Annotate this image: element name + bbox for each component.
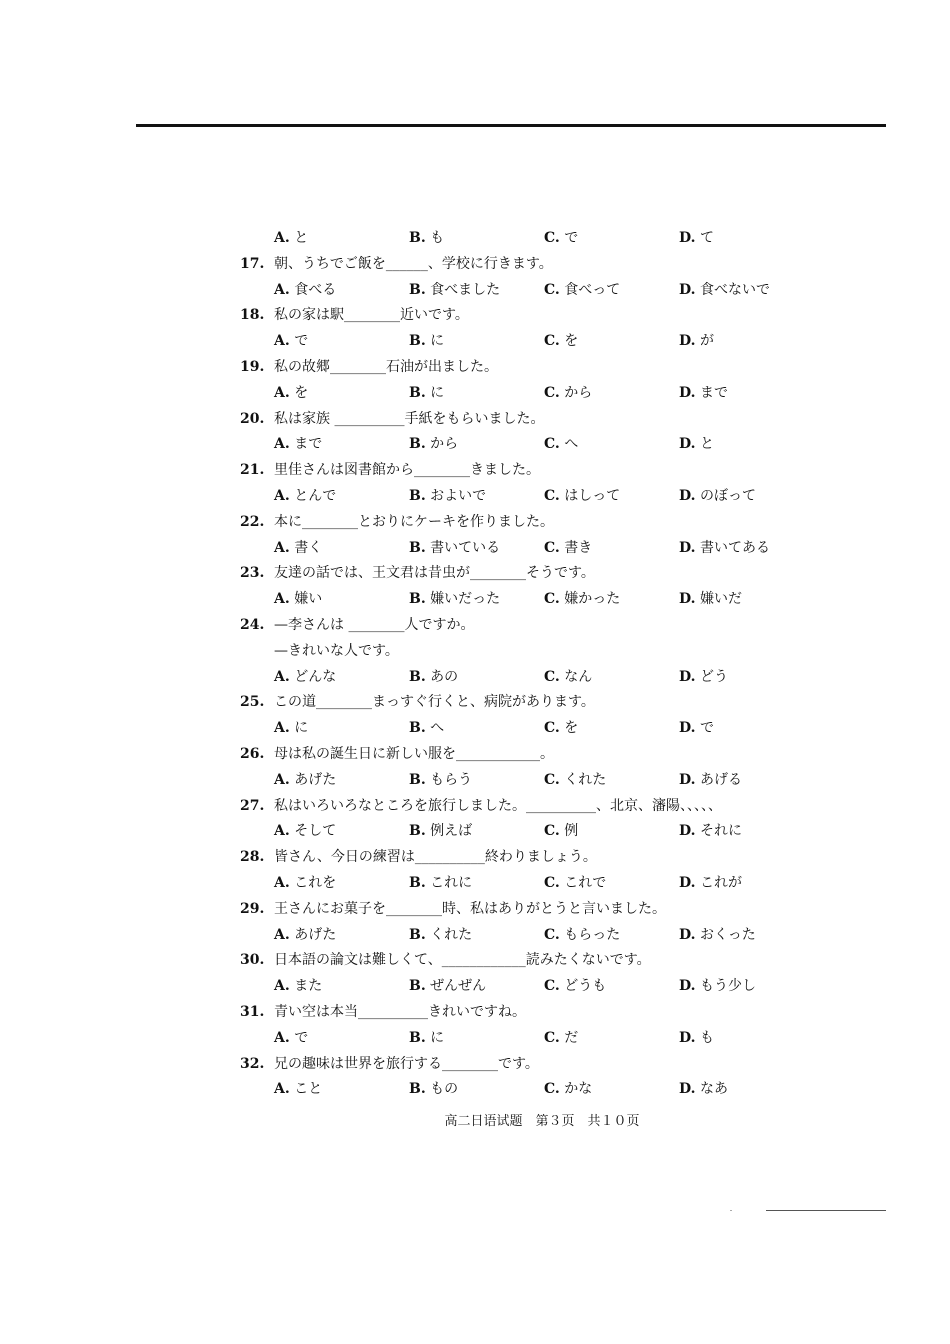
answer-option bbox=[679, 587, 742, 613]
answer-option bbox=[409, 716, 444, 742]
option-text: また bbox=[294, 978, 323, 995]
question-line bbox=[240, 794, 840, 820]
answer-option bbox=[544, 1077, 592, 1103]
option-text: 嫌いだった bbox=[430, 591, 501, 608]
option-letter: C. bbox=[544, 487, 560, 504]
option-letter: A. bbox=[274, 823, 290, 840]
option-text: あげた bbox=[294, 771, 337, 788]
option-letter: C. bbox=[544, 436, 560, 453]
option-letter: B. bbox=[409, 281, 426, 298]
option-text: 書き bbox=[564, 539, 593, 556]
options-line bbox=[240, 923, 840, 949]
option-text: あげる bbox=[699, 771, 742, 788]
option-text: 食べる bbox=[294, 281, 337, 298]
option-text: はしって bbox=[564, 487, 621, 504]
option-text: へ bbox=[430, 720, 445, 737]
option-letter: B. bbox=[409, 823, 426, 840]
answer-option bbox=[679, 1077, 728, 1103]
option-text: 書く bbox=[294, 539, 323, 556]
option-text: で bbox=[699, 720, 714, 737]
option-letter: C. bbox=[544, 384, 560, 401]
answer-option bbox=[679, 536, 770, 562]
question-text: 兄の趣味は世界を旅行する________です。 bbox=[274, 1055, 539, 1072]
option-text: それに bbox=[699, 823, 742, 840]
answer-option bbox=[409, 1077, 458, 1103]
question-number: 26. bbox=[240, 745, 265, 762]
option-letter: B. bbox=[409, 720, 426, 737]
option-text: なあ bbox=[699, 1081, 728, 1098]
answer-option bbox=[679, 381, 728, 407]
answer-option bbox=[544, 484, 620, 510]
answer-option bbox=[679, 484, 756, 510]
option-text: から bbox=[430, 436, 459, 453]
option-text: どうも bbox=[564, 978, 607, 995]
question-number: 21. bbox=[240, 462, 265, 479]
question-text: 私はいろいろなところを旅行しました。__________、北京、瀋陽、、、、、 bbox=[274, 797, 722, 814]
question-text: 王さんにお菓子を________時、私はありがとうと言いました。 bbox=[274, 900, 666, 917]
option-letter: A. bbox=[274, 1081, 290, 1098]
option-text: に bbox=[430, 384, 445, 401]
answer-option bbox=[679, 278, 770, 304]
option-letter: A. bbox=[274, 720, 290, 737]
question-line bbox=[240, 613, 840, 639]
answer-option bbox=[409, 819, 472, 845]
bottom-rule bbox=[766, 1210, 886, 1211]
answer-option bbox=[679, 432, 714, 458]
option-letter: B. bbox=[409, 926, 426, 943]
answer-option bbox=[409, 871, 472, 897]
option-text: おくった bbox=[699, 926, 756, 943]
question-text: 青い空は本当__________きれいですね。 bbox=[274, 1003, 526, 1020]
question-text: 私は家族 __________手紙をもらいました。 bbox=[274, 410, 545, 427]
options-line bbox=[240, 226, 840, 252]
question-number: 27. bbox=[240, 797, 265, 814]
option-letter: B. bbox=[409, 230, 426, 246]
option-letter: D. bbox=[679, 874, 696, 891]
option-text: これで bbox=[564, 874, 607, 891]
answer-option bbox=[409, 923, 472, 949]
option-text: 嫌いだ bbox=[699, 591, 742, 608]
option-text: 食べないで bbox=[699, 281, 770, 298]
option-letter: D. bbox=[679, 668, 696, 685]
question-text: —きれいな人です。 bbox=[274, 642, 399, 659]
question-text: 日本語の論文は難しくて、____________読みたくないです。 bbox=[274, 952, 651, 969]
option-text: と bbox=[699, 436, 714, 453]
option-text: もの bbox=[430, 1081, 459, 1098]
option-text: のぼって bbox=[699, 487, 756, 504]
answer-option bbox=[544, 432, 578, 458]
option-letter: C. bbox=[544, 591, 560, 608]
question-line bbox=[240, 845, 840, 871]
question-number: 32. bbox=[240, 1055, 265, 1072]
option-letter: D. bbox=[679, 436, 696, 453]
option-letter: A. bbox=[274, 436, 290, 453]
answer-option bbox=[274, 1077, 322, 1103]
option-letter: B. bbox=[409, 1029, 426, 1046]
option-letter: A. bbox=[274, 668, 290, 685]
option-text: へ bbox=[564, 436, 579, 453]
question-text: 友達の話では、王文君は昔虫が________そうです。 bbox=[274, 565, 595, 582]
answer-option bbox=[274, 278, 336, 304]
option-text: 食べました bbox=[430, 281, 501, 298]
option-letter: C. bbox=[544, 539, 560, 556]
option-text: こと bbox=[294, 1081, 323, 1098]
option-letter: B. bbox=[409, 539, 426, 556]
option-letter: A. bbox=[274, 771, 290, 788]
option-letter: D. bbox=[679, 539, 696, 556]
answer-option bbox=[679, 768, 742, 794]
options-line bbox=[240, 587, 840, 613]
answer-option bbox=[274, 871, 336, 897]
question-text: 皆さん、今日の練習は__________終わりましょう。 bbox=[274, 849, 597, 866]
question-text: この道________まっすぐ行くと、病院があります。 bbox=[274, 694, 595, 711]
question-text: 本に________とおりにケーキを作りました。 bbox=[274, 513, 554, 530]
answer-option bbox=[274, 1026, 308, 1052]
option-text: も bbox=[699, 1029, 714, 1046]
options-line bbox=[240, 278, 840, 304]
option-letter: A. bbox=[274, 874, 290, 891]
question-line bbox=[240, 561, 840, 587]
option-text: に bbox=[294, 720, 309, 737]
option-letter: B. bbox=[409, 978, 426, 995]
option-letter: D. bbox=[679, 333, 696, 350]
question-number: 25. bbox=[240, 694, 265, 711]
option-text: 書いている bbox=[430, 539, 501, 556]
option-letter: C. bbox=[544, 874, 560, 891]
option-text: 嫌かった bbox=[564, 591, 621, 608]
question-text: 私の故郷________石油が出ました。 bbox=[274, 358, 498, 375]
option-letter: A. bbox=[274, 384, 290, 401]
option-text: なん bbox=[564, 668, 593, 685]
option-letter: B. bbox=[409, 874, 426, 891]
options-line bbox=[240, 1077, 840, 1103]
question-number: 30. bbox=[240, 952, 265, 969]
answer-option bbox=[544, 871, 606, 897]
answer-option bbox=[409, 226, 444, 252]
option-letter: D. bbox=[679, 591, 696, 608]
option-text: これが bbox=[699, 874, 742, 891]
answer-option bbox=[544, 819, 578, 845]
options-line bbox=[240, 432, 840, 458]
question-number: 24. bbox=[240, 616, 265, 633]
option-letter: D. bbox=[679, 487, 696, 504]
options-line bbox=[240, 484, 840, 510]
option-text: で bbox=[564, 230, 579, 246]
option-letter: A. bbox=[274, 281, 290, 298]
option-letter: D. bbox=[679, 281, 696, 298]
question-continuation bbox=[240, 639, 840, 665]
answer-option bbox=[679, 1026, 714, 1052]
option-letter: D. bbox=[679, 823, 696, 840]
question-number: 17. bbox=[240, 255, 265, 272]
option-letter: C. bbox=[544, 333, 560, 350]
question-number: 23. bbox=[240, 565, 265, 582]
option-text: が bbox=[699, 333, 714, 350]
option-letter: B. bbox=[409, 771, 426, 788]
option-letter: A. bbox=[274, 487, 290, 504]
option-text: を bbox=[564, 333, 579, 350]
answer-option bbox=[679, 665, 728, 691]
answer-option bbox=[544, 587, 620, 613]
option-letter: A. bbox=[274, 230, 290, 246]
option-letter: C. bbox=[544, 230, 560, 246]
option-text: で bbox=[294, 333, 309, 350]
answer-option bbox=[679, 923, 756, 949]
answer-option bbox=[544, 381, 592, 407]
option-text: を bbox=[294, 384, 309, 401]
option-letter: A. bbox=[274, 591, 290, 608]
option-text: あの bbox=[430, 668, 459, 685]
option-text: で bbox=[294, 1029, 309, 1046]
answer-option bbox=[679, 226, 714, 252]
option-text: これを bbox=[294, 874, 337, 891]
option-text: ぜんぜん bbox=[430, 978, 487, 995]
answer-option bbox=[544, 278, 620, 304]
option-letter: B. bbox=[409, 487, 426, 504]
answer-option bbox=[679, 819, 742, 845]
option-letter: C. bbox=[544, 926, 560, 943]
option-letter: B. bbox=[409, 384, 426, 401]
option-letter: D. bbox=[679, 1029, 696, 1046]
options-line bbox=[240, 536, 840, 562]
option-text: に bbox=[430, 1029, 445, 1046]
answer-option bbox=[274, 329, 308, 355]
answer-option bbox=[544, 716, 578, 742]
option-text: もらう bbox=[430, 771, 473, 788]
option-letter: A. bbox=[274, 333, 290, 350]
option-text: 食べって bbox=[564, 281, 621, 298]
question-line bbox=[240, 742, 840, 768]
option-text: て bbox=[699, 230, 714, 246]
scan-mark bbox=[730, 1210, 732, 1211]
option-text: そして bbox=[294, 823, 337, 840]
question-number: 29. bbox=[240, 900, 265, 917]
question-number: 22. bbox=[240, 513, 265, 530]
option-text: だ bbox=[564, 1029, 579, 1046]
option-text: どう bbox=[699, 668, 728, 685]
answer-option bbox=[274, 819, 336, 845]
answer-option bbox=[544, 536, 592, 562]
question-line bbox=[240, 948, 840, 974]
answer-option bbox=[274, 381, 308, 407]
option-text: と bbox=[294, 230, 309, 246]
option-letter: C. bbox=[544, 1029, 560, 1046]
answer-option bbox=[274, 587, 322, 613]
option-text: まで bbox=[699, 384, 728, 401]
option-letter: A. bbox=[274, 1029, 290, 1046]
answer-option bbox=[409, 665, 458, 691]
answer-option bbox=[274, 716, 308, 742]
question-number: 31. bbox=[240, 1003, 265, 1020]
question-line bbox=[240, 1000, 840, 1026]
option-letter: C. bbox=[544, 720, 560, 737]
option-text: くれた bbox=[430, 926, 473, 943]
question-line bbox=[240, 897, 840, 923]
option-letter: A. bbox=[274, 539, 290, 556]
answer-option bbox=[544, 923, 620, 949]
answer-option bbox=[409, 381, 444, 407]
answer-option bbox=[274, 665, 336, 691]
question-line bbox=[240, 252, 840, 278]
question-text: —李さんは ________人ですか。 bbox=[274, 616, 475, 633]
question-number: 19. bbox=[240, 358, 265, 375]
question-line bbox=[240, 355, 840, 381]
question-line bbox=[240, 1052, 840, 1078]
option-letter: A. bbox=[274, 978, 290, 995]
answer-option bbox=[274, 432, 322, 458]
answer-option bbox=[544, 768, 606, 794]
options-line bbox=[240, 381, 840, 407]
answer-option bbox=[544, 665, 592, 691]
option-letter: C. bbox=[544, 771, 560, 788]
question-text: 母は私の誕生日に新しい服を____________。 bbox=[274, 745, 554, 762]
answer-option bbox=[274, 536, 322, 562]
option-letter: C. bbox=[544, 1081, 560, 1098]
answer-option bbox=[409, 432, 458, 458]
option-text: 嫌い bbox=[294, 591, 323, 608]
option-letter: B. bbox=[409, 333, 426, 350]
question-text: 朝、うちでご飯を______、学校に行きます。 bbox=[274, 255, 553, 272]
answer-option bbox=[409, 278, 500, 304]
options-line bbox=[240, 871, 840, 897]
question-line bbox=[240, 510, 840, 536]
answer-option bbox=[409, 536, 500, 562]
option-text: 例えば bbox=[430, 823, 473, 840]
option-letter: D. bbox=[679, 978, 696, 995]
answer-option bbox=[679, 974, 756, 1000]
answer-option bbox=[274, 974, 322, 1000]
answer-option bbox=[409, 329, 444, 355]
answer-option bbox=[274, 923, 336, 949]
answer-option bbox=[679, 871, 742, 897]
option-letter: D. bbox=[679, 1081, 696, 1098]
answer-option bbox=[274, 484, 336, 510]
options-line bbox=[240, 819, 840, 845]
options-line bbox=[240, 665, 840, 691]
option-text: これに bbox=[430, 874, 473, 891]
option-text: どんな bbox=[294, 668, 337, 685]
option-text: まで bbox=[294, 436, 323, 453]
option-text: 例 bbox=[564, 823, 579, 840]
option-text: を bbox=[564, 720, 579, 737]
answer-option bbox=[679, 716, 714, 742]
answer-option bbox=[274, 226, 308, 252]
option-text: 書いてある bbox=[699, 539, 770, 556]
answer-option bbox=[274, 768, 336, 794]
question-list bbox=[240, 226, 840, 1103]
options-line bbox=[240, 768, 840, 794]
question-number: 18. bbox=[240, 307, 265, 324]
question-line bbox=[240, 458, 840, 484]
option-text: から bbox=[564, 384, 593, 401]
answer-option bbox=[409, 484, 486, 510]
option-letter: B. bbox=[409, 591, 426, 608]
top-rule bbox=[136, 124, 886, 127]
option-text: あげた bbox=[294, 926, 337, 943]
option-text: とんで bbox=[294, 487, 337, 504]
question-line bbox=[240, 407, 840, 433]
option-letter: D. bbox=[679, 771, 696, 788]
option-letter: D. bbox=[679, 926, 696, 943]
answer-option bbox=[679, 329, 714, 355]
option-letter: C. bbox=[544, 823, 560, 840]
option-letter: C. bbox=[544, 281, 560, 298]
option-text: くれた bbox=[564, 771, 607, 788]
question-line bbox=[240, 690, 840, 716]
question-text: 私の家は駅________近いです。 bbox=[274, 307, 469, 324]
answer-option bbox=[409, 1026, 444, 1052]
answer-option bbox=[544, 1026, 578, 1052]
question-number: 28. bbox=[240, 849, 265, 866]
option-text: もらった bbox=[564, 926, 621, 943]
option-letter: B. bbox=[409, 668, 426, 685]
answer-option bbox=[409, 587, 500, 613]
option-letter: B. bbox=[409, 436, 426, 453]
question-text: 里佳さんは図書館から________きました。 bbox=[274, 462, 540, 479]
options-line bbox=[240, 716, 840, 742]
option-letter: D. bbox=[679, 384, 696, 401]
option-letter: A. bbox=[274, 926, 290, 943]
answer-option bbox=[544, 974, 606, 1000]
answer-option bbox=[544, 329, 578, 355]
option-text: およいで bbox=[430, 487, 487, 504]
option-text: も bbox=[430, 230, 445, 246]
option-letter: D. bbox=[679, 720, 696, 737]
question-line bbox=[240, 303, 840, 329]
options-line bbox=[240, 329, 840, 355]
option-text: かな bbox=[564, 1081, 593, 1098]
options-line bbox=[240, 974, 840, 1000]
answer-option bbox=[409, 974, 486, 1000]
option-letter: C. bbox=[544, 978, 560, 995]
answer-option bbox=[409, 768, 472, 794]
option-letter: C. bbox=[544, 668, 560, 685]
option-text: もう少し bbox=[699, 978, 756, 995]
page-footer: 高二日语试题 第３页 共１０页 bbox=[444, 1114, 640, 1129]
options-line bbox=[240, 1026, 840, 1052]
option-letter: B. bbox=[409, 1081, 426, 1098]
option-text: に bbox=[430, 333, 445, 350]
answer-option bbox=[544, 226, 578, 252]
option-letter: D. bbox=[679, 230, 696, 246]
question-number: 20. bbox=[240, 410, 265, 427]
